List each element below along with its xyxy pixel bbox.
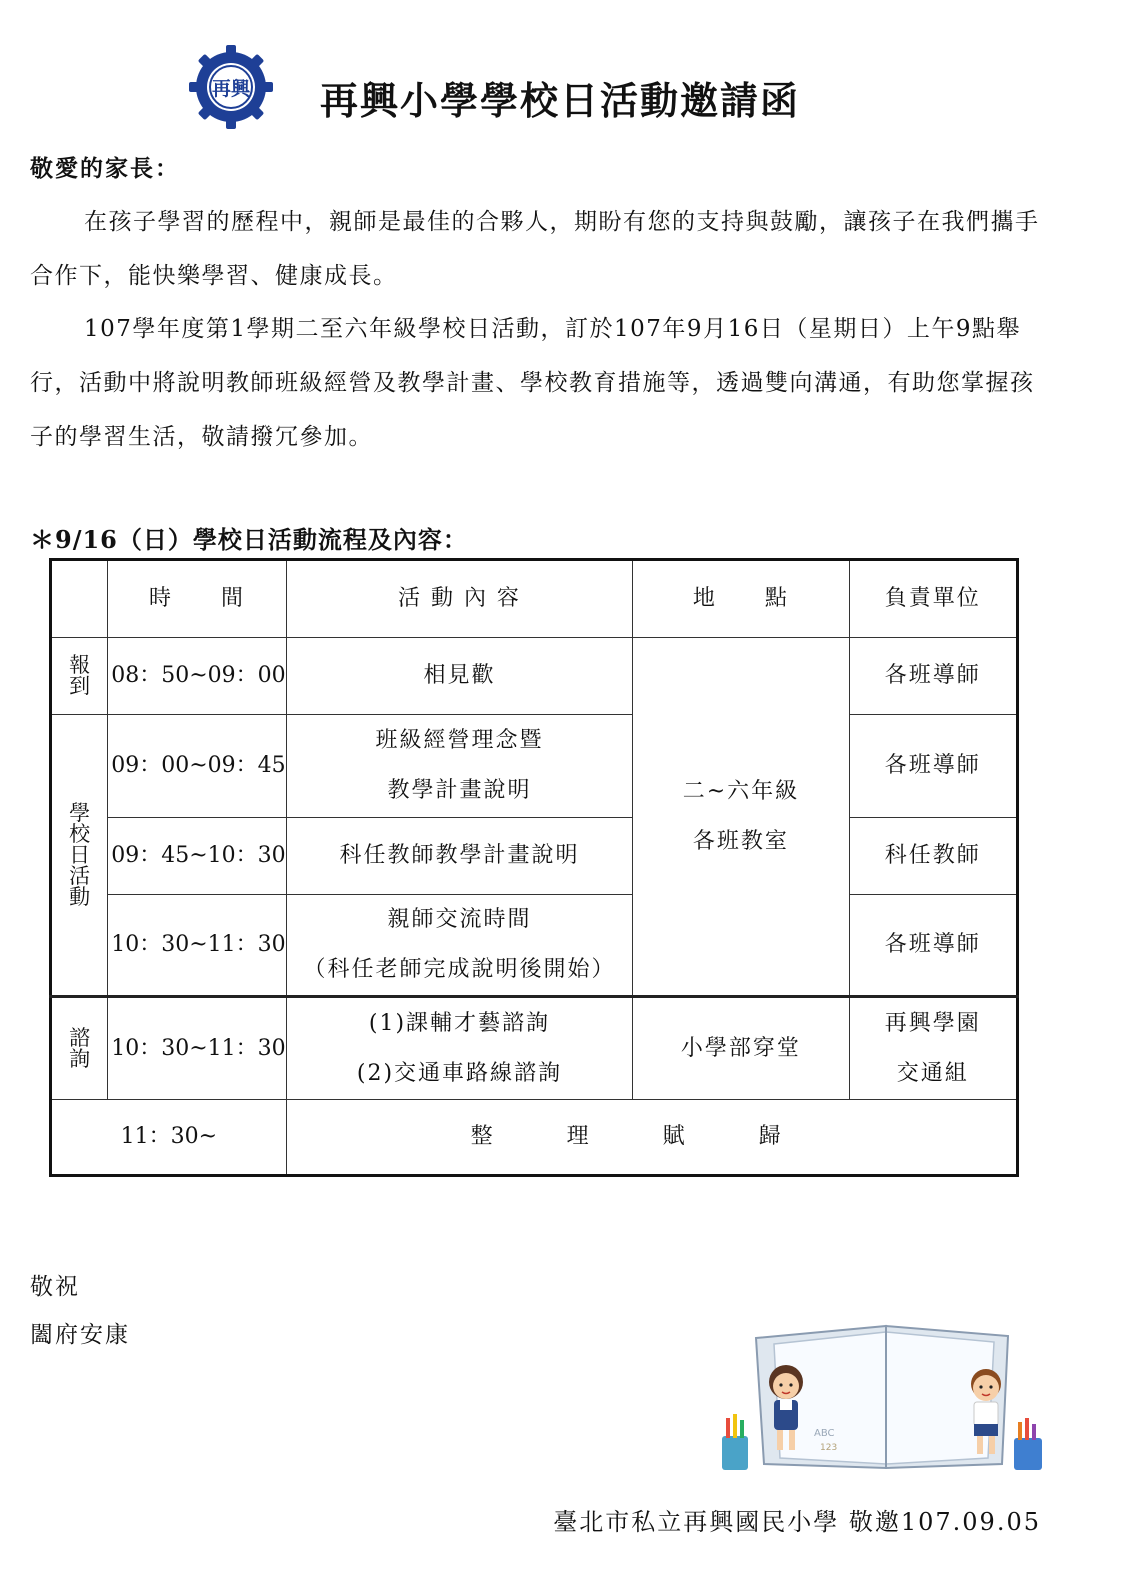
group-char: 諮	[69, 1025, 93, 1050]
table-row	[51, 818, 1018, 895]
location-classrooms	[633, 638, 849, 997]
group-char: 日	[69, 842, 93, 867]
cell-line: 科任教師	[884, 843, 981, 868]
header-blank	[51, 560, 108, 638]
group-char: 動	[69, 884, 93, 909]
group-char: 到	[69, 674, 93, 698]
header-time: 時 間	[108, 560, 286, 638]
group-char: 報	[69, 653, 93, 677]
cell-line: 親師交流時間	[387, 907, 532, 932]
group-consult	[51, 997, 108, 1100]
kids-open-book-illustration	[716, 1318, 1046, 1480]
header-unit: 負責單位	[849, 560, 1017, 638]
final-activity: 整 理 賦 歸	[286, 1100, 1017, 1176]
cell-line: (2)交通車路線諮詢	[356, 1060, 563, 1086]
table-row	[51, 638, 1018, 715]
row-unit	[849, 895, 1017, 997]
signature: 臺北市私立再興國民小學 敬邀107.09.05	[553, 1508, 1041, 1536]
cell-line: 相見歡	[423, 663, 496, 688]
row-unit	[849, 997, 1017, 1100]
table-header-row	[51, 560, 1018, 638]
school-logo-icon	[188, 44, 274, 130]
row-location: 小學部穿堂	[633, 997, 849, 1100]
paragraph-intro: 在孩子學習的歷程中，親師是最佳的合夥人，期盼有您的支持與鼓勵，讓孩子在我們攜手合作下，能快樂學習、健康成長。	[30, 209, 1040, 289]
final-time: 11：30~	[51, 1100, 287, 1176]
salutation: 敬愛的家長：	[30, 155, 180, 182]
cell-line: （科任老師完成說明後開始）	[303, 957, 616, 982]
table-row	[51, 997, 1018, 1100]
header-location: 地 點	[633, 560, 849, 638]
table-row-final	[51, 1100, 1018, 1176]
row-unit	[849, 715, 1017, 818]
paragraph-details: 107學年度第1學期二至六年級學校日活動，訂於107年9月16日（星期日）上午9點舉行，活動中將說明教師班級經營及教學計畫、學校教育措施等，透過雙向溝通，有助您掌握孩子的學習生活，敬請撥冗參加。	[30, 316, 1035, 450]
row-activity	[286, 818, 633, 895]
cell-line: 各班教室	[692, 828, 789, 854]
cell-line: 班級經營理念暨	[375, 728, 544, 753]
row-time: 08：50~09：00	[108, 638, 286, 715]
row-time: 09：45~10：30	[108, 818, 286, 895]
group-char: 活	[69, 863, 93, 888]
book-text-abc: ABC	[814, 1428, 835, 1439]
cell-line: 教學計畫說明	[387, 778, 532, 803]
header-activity: 活 動 內 容	[286, 560, 633, 638]
group-char: 校	[69, 821, 93, 846]
closing-regards: 敬祝	[30, 1274, 80, 1300]
row-time: 10：30~11：30	[108, 895, 286, 997]
row-activity	[286, 638, 633, 715]
closing-wishes: 闔府安康	[30, 1322, 130, 1348]
cell-line: (1)課輔才藝諮詢	[368, 1010, 551, 1036]
row-time: 10：30~11：30	[108, 997, 286, 1100]
cell-line: 再興學園	[884, 1010, 981, 1036]
cell-line: 交通組	[896, 1060, 969, 1086]
cell-line: 各班導師	[884, 932, 981, 957]
group-char: 詢	[69, 1046, 93, 1071]
table-row	[51, 715, 1018, 818]
logo-text: 再興	[211, 78, 251, 100]
row-activity	[286, 997, 633, 1100]
cell-line: 科任教師教學計畫說明	[339, 843, 580, 868]
book-text-123: 123	[820, 1443, 838, 1453]
row-activity	[286, 715, 633, 818]
row-time: 09：00~09：45	[108, 715, 286, 818]
cell-line: 二~六年級	[682, 778, 800, 804]
schedule-table	[49, 558, 1019, 1177]
row-unit	[849, 638, 1017, 715]
row-activity	[286, 895, 633, 997]
cell-line: 各班導師	[884, 753, 981, 778]
row-unit	[849, 818, 1017, 895]
cell-line: 各班導師	[884, 663, 981, 688]
group-checkin	[51, 638, 108, 715]
table-row	[51, 895, 1018, 997]
group-char: 學	[69, 800, 93, 825]
page-title: 再興小學學校日活動邀請函	[320, 78, 801, 123]
schedule-heading: ＊9/16（日）學校日活動流程及內容：	[30, 525, 468, 554]
group-school-day	[51, 715, 108, 997]
